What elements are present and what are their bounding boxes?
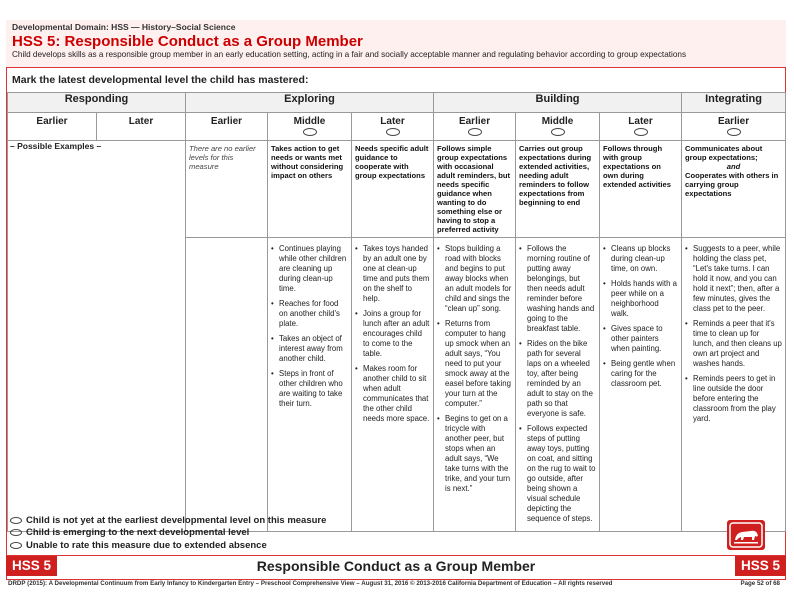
- sublevel-label: Earlier: [717, 116, 750, 127]
- example-item: • Steps in front of other children who are waiting to take their turn.: [271, 369, 348, 409]
- examples-cell: [600, 238, 682, 532]
- footer-title: Responsible Conduct as a Group Member: [256, 558, 536, 574]
- sublevel-header: [600, 113, 682, 141]
- example-item: • Cleans up blocks during clean-up time, on own.: [603, 244, 678, 274]
- level-responding: Responding: [8, 93, 186, 113]
- option-label: Child is emerging to the next developmental level: [26, 527, 250, 539]
- option-emerging[interactable]: [10, 527, 326, 540]
- example-item: • Reminds a peer that it's time to clean up for lunch, and then cleans up own art project and washes hands.: [685, 319, 782, 369]
- example-item: • Follows the morning routine of putting away belongings, but then needs adult reminder before washing hands and going to the breakfast table.: [519, 244, 596, 334]
- level-exploring: Exploring: [186, 93, 434, 113]
- sublevel-label: Earlier: [458, 116, 491, 127]
- examples-cell: [268, 238, 352, 532]
- example-item: • Makes room for another child to sit when adult communicates that the other child needs more space.: [355, 364, 430, 424]
- example-item: • Returns from computer to hang up smock when an adult says, “You need to put your smock away at the easel before taking your turn at the computer.”: [437, 319, 512, 409]
- option-label: Unable to rate this measure due to extended absence: [26, 539, 267, 551]
- footer-code-right: HSS 5: [735, 556, 786, 576]
- descriptor-cell: Follows through with group expectations on own during extended activities: [600, 141, 682, 238]
- example-item: • Rides on the bike path for several laps on a wheeled toy, after being reminded by an adult to stay on the path so that everyone is safe.: [519, 339, 596, 419]
- example-item: • Reminds peers to get in line outside the door before entering the classroom from the play yard.: [685, 374, 782, 424]
- option-not-yet[interactable]: [10, 514, 326, 527]
- measure-header: [6, 20, 786, 68]
- sublevel-label: Earlier: [210, 116, 243, 127]
- example-item: • Suggests to a peer, while holding the class pet, “Let's take turns. I can hold it now, and you can hold it next”; then, after a few minutes, gives the class pet to the peer.: [685, 244, 782, 314]
- rating-radio[interactable]: [551, 128, 565, 136]
- example-item: • Gives space to other painters when painting.: [603, 324, 678, 354]
- example-item: • Reaches for food on another child's plate.: [271, 299, 348, 329]
- example-item: • Holds hands with a peer while on a neighborhood walk.: [603, 279, 678, 319]
- option-label: Child is not yet at the earliest developmental level on this measure: [26, 514, 327, 526]
- sublevel-header: [97, 113, 186, 141]
- option-radio[interactable]: [10, 529, 22, 536]
- examples-cell: [434, 238, 516, 532]
- option-unable[interactable]: [10, 539, 326, 552]
- level-building: Building: [434, 93, 682, 113]
- descriptor-cell: Takes action to get needs or wants met without considering impact on others: [268, 141, 352, 238]
- sublevel-label: Earlier: [36, 116, 68, 127]
- sublevel-label: Middle: [293, 116, 326, 127]
- domain-label: Developmental Domain: HSS — History–Social Science: [12, 22, 236, 32]
- descriptor-text: Cooperates with others in carrying group expectations: [685, 171, 779, 198]
- example-item: • Joins a group for lunch after an adult encourages child to come to the table.: [355, 309, 430, 359]
- sublevel-label: Later: [380, 116, 405, 127]
- descriptor-text: Communicates about group expectations;: [685, 144, 763, 162]
- example-item: • Stops building a road with blocks and begins to put away blocks when an adult models for child and sings the “clean up” song.: [437, 244, 512, 314]
- example-item: • Continues playing while other children are cleaning up during clean-up time.: [271, 244, 348, 294]
- footer-code-left: HSS 5: [6, 556, 57, 576]
- footer-bar: [6, 555, 786, 575]
- example-item: • Begins to get on a tricycle with another peer, but stops when an adult says, “We take turns with the trike, and your turn is next.”: [437, 414, 512, 494]
- descriptor-cell: There are no earlier levels for this measure: [186, 141, 268, 238]
- descriptor-cell: Carries out group expectations during extended activities, needing adult reminders to follow expectations from beginning to end: [516, 141, 600, 238]
- rating-radio[interactable]: [468, 128, 482, 136]
- sublevel-header: [682, 113, 786, 141]
- example-item: • Takes an object of interest away from another child.: [271, 334, 348, 364]
- rating-radio[interactable]: [386, 128, 400, 136]
- examples-label-text: – Possible Examples –: [10, 141, 102, 151]
- measure-title: HSS 5: Responsible Conduct as a Group Member: [12, 33, 363, 50]
- rating-radio[interactable]: [634, 128, 648, 136]
- descriptor-cell: Needs specific adult guidance to cooperate with group expectations: [352, 141, 434, 238]
- sublevel-header: [8, 113, 97, 141]
- sublevel-header: [516, 113, 600, 141]
- option-radio[interactable]: [10, 517, 22, 524]
- level-integrating: Integrating: [682, 93, 786, 113]
- sublevel-header: [352, 113, 434, 141]
- example-item: • Being gentle when caring for the classroom pet.: [603, 359, 678, 389]
- page-number: Page 52 of 68: [740, 580, 780, 587]
- rating-radio[interactable]: [303, 128, 317, 136]
- descriptor-cell: Follows simple group expectations with occasional adult reminders, but needs specific guidance when wanting to do something else or having to stop a preferred activity: [434, 141, 516, 238]
- examples-cell: [682, 238, 786, 532]
- examples-cell: [516, 238, 600, 532]
- descriptor-cell: [682, 141, 786, 238]
- option-radio[interactable]: [10, 542, 22, 549]
- examples-label: [8, 141, 186, 532]
- bear-icon-graphic: [727, 520, 765, 550]
- rating-options: [10, 514, 326, 552]
- examples-cell: [352, 238, 434, 532]
- example-item: • Takes toys handed by an adult one by one at clean-up time and puts them on the shelf to help.: [355, 244, 430, 304]
- sublevel-header: [186, 113, 268, 141]
- citation: DRDP (2015): A Developmental Continuum from Early Infancy to Kindergarten Entry – Preschool Comprehensive View – August 31, 2016 © 2013-2016 California Department of Education – All rights reserved: [8, 580, 613, 587]
- example-item: • Follows expected steps of putting away toys, putting on coat, and sitting on the rug to wait to go outside, after being shown a visual schedule depicting the sequence of steps.: [519, 424, 596, 524]
- descriptor-and: and: [726, 162, 741, 171]
- bear-icon: [727, 520, 765, 550]
- sublevel-header: [268, 113, 352, 141]
- rating-radio[interactable]: [727, 128, 741, 136]
- examples-cell: [186, 238, 268, 532]
- sublevel-label: Later: [128, 116, 154, 127]
- sublevel-label: Middle: [541, 116, 574, 127]
- measure-description: Child develops skills as a responsible group member in an early education setting, acting in a fair and socially acceptable manner and regulating behavior according to group expectations: [12, 50, 687, 59]
- sublevel-label: Later: [628, 116, 653, 127]
- instruction-text: Mark the latest developmental level the child has mastered:: [12, 74, 309, 86]
- rating-grid: [7, 92, 786, 532]
- sublevel-header: [434, 113, 516, 141]
